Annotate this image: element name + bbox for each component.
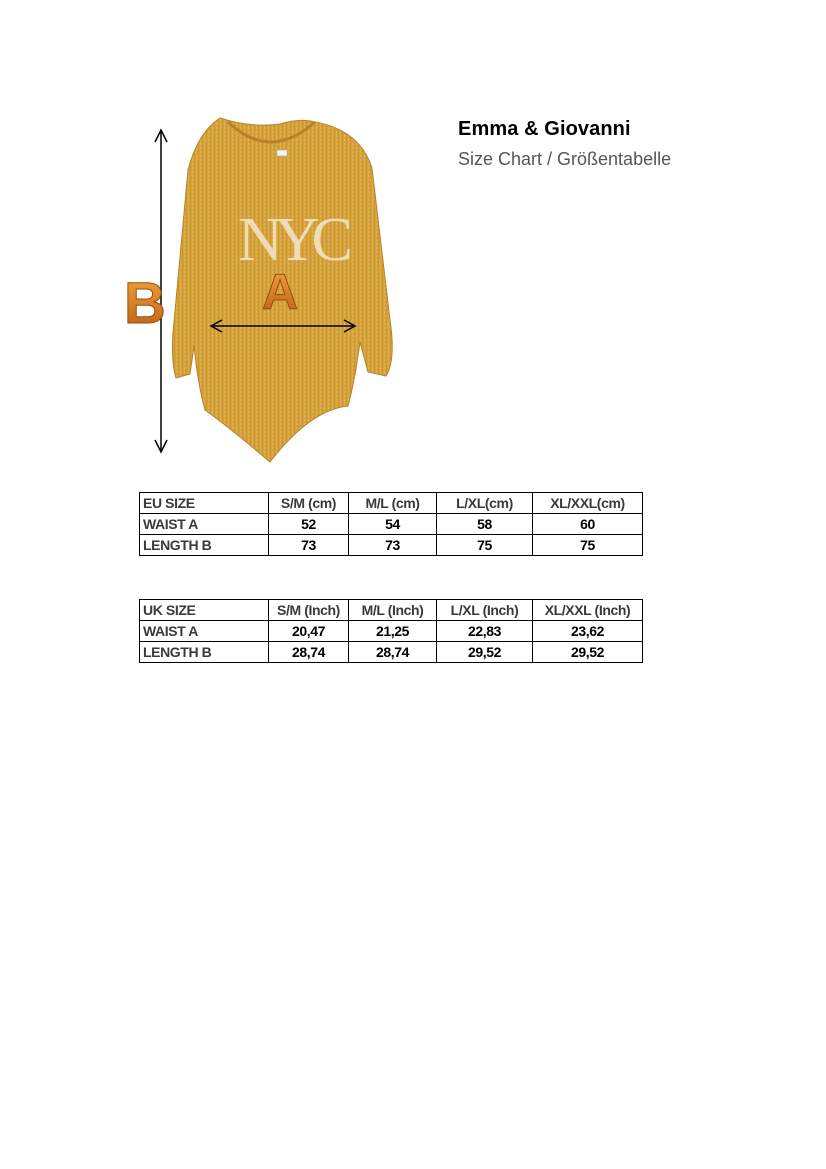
table-cell: 20,47	[269, 621, 349, 642]
header-cell: L/XL (Inch)	[437, 600, 533, 621]
header-cell: M/L (cm)	[349, 493, 437, 514]
header-cell: M/L (Inch)	[349, 600, 437, 621]
table-cell: 28,74	[269, 642, 349, 663]
header-cell: XL/XXL(cm)	[533, 493, 643, 514]
table-cell: 75	[533, 535, 643, 556]
table-cell: 73	[269, 535, 349, 556]
table-cell: 60	[533, 514, 643, 535]
table-cell: 73	[349, 535, 437, 556]
table-row	[140, 621, 643, 642]
table-header-row	[140, 600, 643, 621]
table-row	[140, 535, 643, 556]
uk-size-table	[139, 599, 643, 663]
header-cell: EU SIZE	[140, 493, 269, 514]
sweater-figure	[110, 110, 410, 470]
header-cell: XL/XXL (Inch)	[533, 600, 643, 621]
header-cell: L/XL(cm)	[437, 493, 533, 514]
row-label: LENGTH B	[140, 642, 269, 663]
nyc-print: NYC	[238, 206, 345, 274]
table-cell: 75	[437, 535, 533, 556]
table-cell: 58	[437, 514, 533, 535]
table-cell: 54	[349, 514, 437, 535]
table-cell: 23,62	[533, 621, 643, 642]
table-cell: 29,52	[437, 642, 533, 663]
table-cell: 29,52	[533, 642, 643, 663]
table-cell: 52	[269, 514, 349, 535]
table-cell: 28,74	[349, 642, 437, 663]
row-label: WAIST A	[140, 514, 269, 535]
size-chart-subtitle: Size Chart / Größentabelle	[458, 149, 672, 169]
table-cell: 22,83	[437, 621, 533, 642]
header-cell: S/M (cm)	[269, 493, 349, 514]
eu-size-table	[139, 492, 643, 556]
label-b: B	[124, 271, 166, 336]
brand-title: Emma & Giovanni	[458, 118, 631, 140]
table-row	[140, 642, 643, 663]
row-label: LENGTH B	[140, 535, 269, 556]
row-label: WAIST A	[140, 621, 269, 642]
garment-illustration	[110, 110, 410, 470]
table-cell: 21,25	[349, 621, 437, 642]
header-cell: S/M (Inch)	[269, 600, 349, 621]
label-a: A	[262, 264, 299, 320]
table-row	[140, 514, 643, 535]
table-header-row	[140, 493, 643, 514]
header-cell: UK SIZE	[140, 600, 269, 621]
